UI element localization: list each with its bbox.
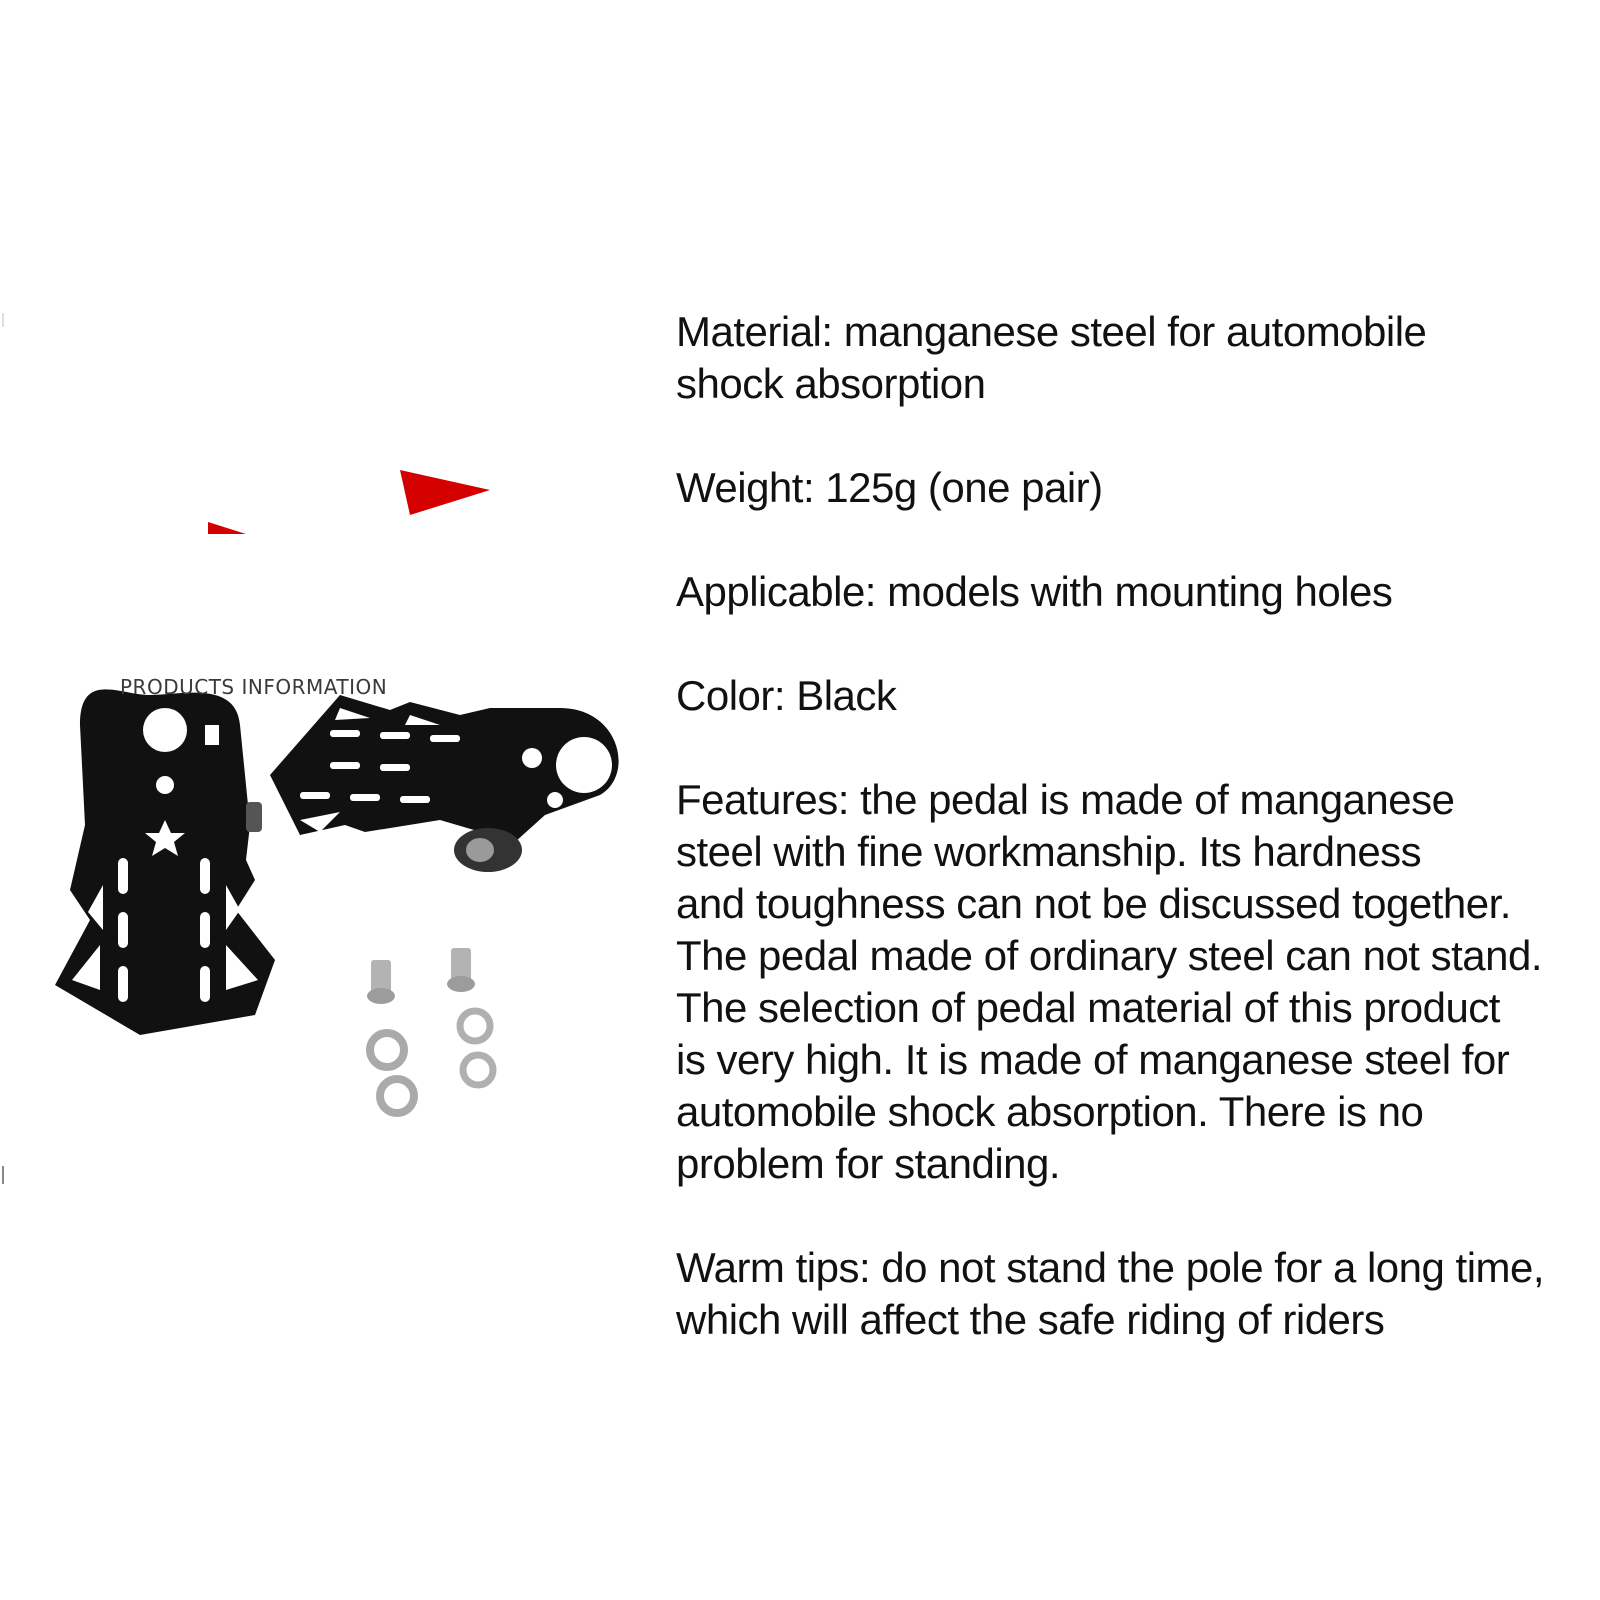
- right-pedal: [270, 695, 619, 872]
- flag-icon: [208, 522, 246, 534]
- spec-warm-tips: [676, 1242, 1576, 1346]
- spec-line: Features: the pedal is made of manganese: [676, 776, 1455, 823]
- washer: [370, 1033, 404, 1067]
- spec-list: [676, 306, 1576, 1398]
- spec-line: The selection of pedal material of this product: [676, 984, 1500, 1031]
- spec-features: [676, 774, 1576, 1190]
- spec-applicable: [676, 566, 1576, 618]
- spec-material: [676, 306, 1576, 410]
- washer: [380, 1079, 414, 1113]
- washer: [463, 1055, 493, 1085]
- spec-line: Warm tips: do not stand the pole for a long time,: [676, 1244, 1545, 1291]
- spec-line: and toughness can not be discussed together.: [676, 880, 1511, 927]
- spec-color: [676, 670, 1576, 722]
- flag-icon: [400, 470, 490, 515]
- spec-line: Weight: 125g (one pair): [676, 464, 1103, 511]
- product-photo: [0, 440, 660, 1200]
- spec-line: automobile shock absorption. There is no: [676, 1088, 1424, 1135]
- spec-line: steel with fine workmanship. Its hardness: [676, 828, 1422, 875]
- spec-line: Applicable: models with mounting holes: [676, 568, 1393, 615]
- spec-line: problem for standing.: [676, 1140, 1061, 1187]
- spec-weight: [676, 462, 1576, 514]
- spec-line: Color: Black: [676, 672, 897, 719]
- spec-line: which will affect the safe riding of riders: [676, 1296, 1385, 1343]
- spec-line: The pedal made of ordinary steel can not stand.: [676, 932, 1543, 979]
- product-illustration: [0, 440, 660, 1200]
- left-pedal: [55, 689, 275, 1035]
- bolt: [367, 960, 395, 1004]
- bolt: [447, 948, 475, 992]
- spec-line: is very high. It is made of manganese steel for: [676, 1036, 1510, 1083]
- spec-line: shock absorption: [676, 360, 986, 407]
- products-information-caption: PRODUCTS INFORMATION: [120, 675, 388, 699]
- washer: [460, 1011, 490, 1041]
- edge-artifact-top: [2, 313, 4, 327]
- spec-line: Material: manganese steel for automobile: [676, 308, 1427, 355]
